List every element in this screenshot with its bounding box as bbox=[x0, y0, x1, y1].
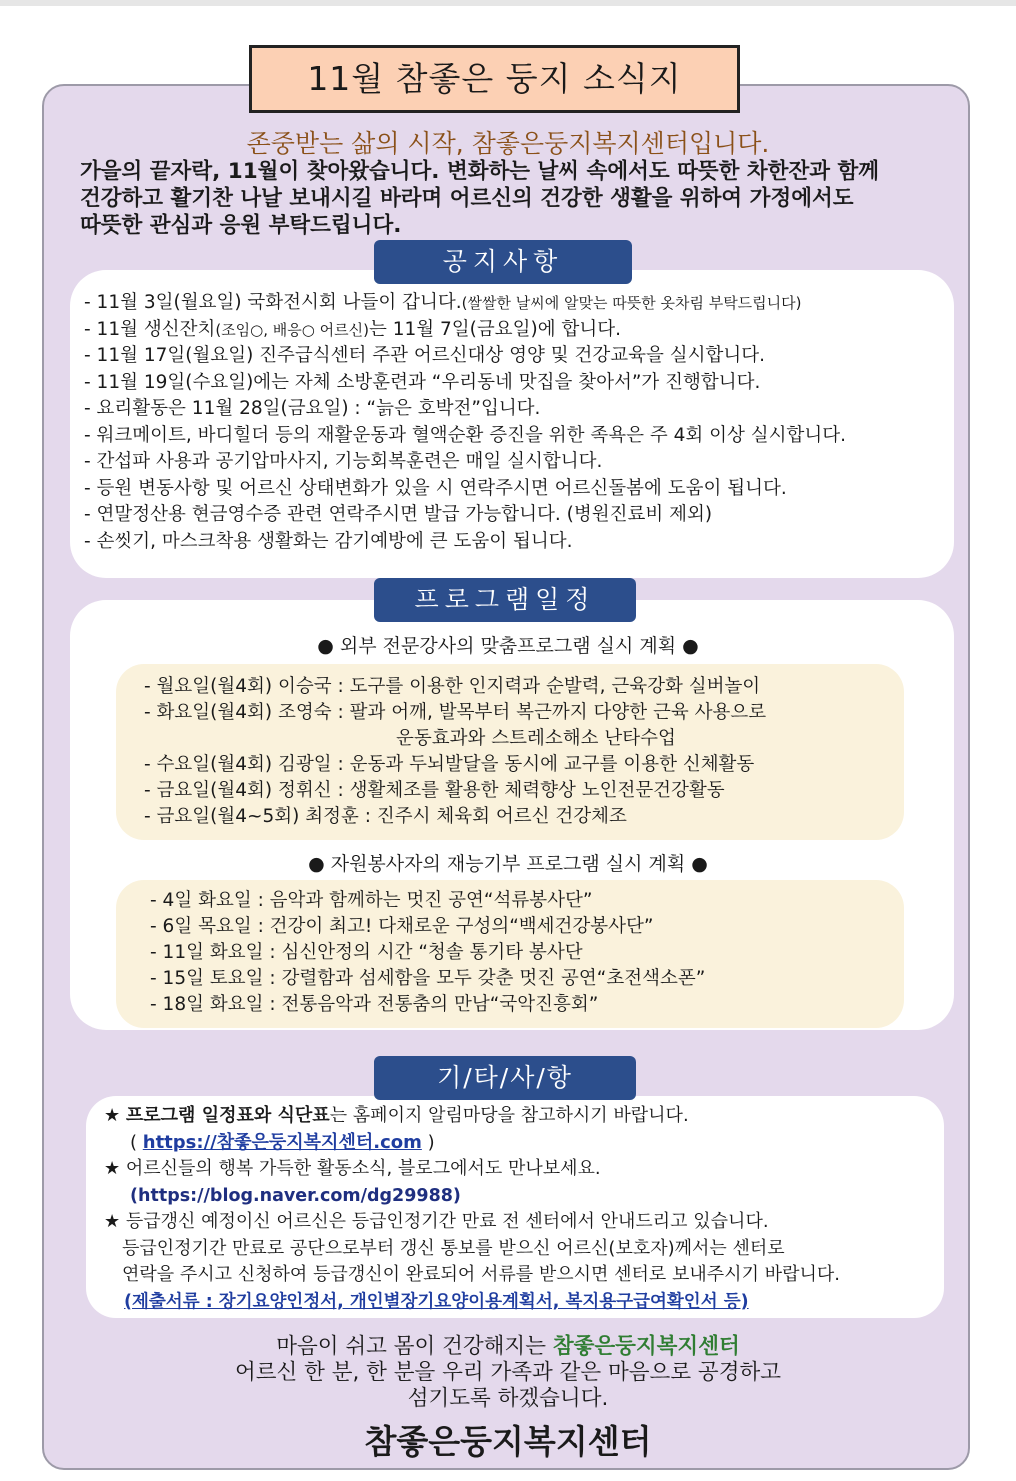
program-item: - 6일 목요일 : 건강이 최고! 다채로운 구성의“백세건강봉사단” bbox=[150, 916, 654, 937]
star-icon: ★ bbox=[104, 1158, 121, 1179]
intro-line: 가을의 끝자락, 11월이 찾아왔습니다. 변화하는 날씨 속에서도 따뜻한 차한잔과 함께 bbox=[80, 159, 880, 184]
newsletter-subtitle: 존중받는 삶의 시작, 참좋은둥지복지센터입니다. bbox=[246, 129, 770, 158]
program-item: - 금요일(월4~5회) 최정훈 : 진주시 체육회 어르신 건강체조 bbox=[144, 806, 627, 827]
notice-item: - 간섭파 사용과 공기압마사지, 기능회복훈련은 매일 실시합니다. bbox=[84, 451, 603, 472]
notice-item-text: 는 11월 7일(금요일)에 합니다. bbox=[368, 318, 621, 340]
intro-line: 따뜻한 관심과 응원 부탁드립니다. bbox=[80, 213, 402, 238]
etc-paren: ( bbox=[130, 1131, 138, 1153]
notice-item: - 연말정산용 현금영수증 관련 연락주시면 발급 가능합니다. (병원진료비 제외) bbox=[84, 504, 713, 525]
top-divider bbox=[0, 0, 1016, 6]
etc-item bbox=[104, 1156, 944, 1183]
notice-item-note: (조임○, 배응○ 어르신) bbox=[215, 320, 369, 339]
closing-line: 섬기도록 하겠습니다. bbox=[407, 1386, 609, 1411]
star-icon: ★ bbox=[104, 1105, 121, 1126]
etc-list bbox=[104, 1103, 944, 1315]
notice-item bbox=[84, 317, 964, 344]
closing-text: 마음이 쉬고 몸이 건강해지는 bbox=[276, 1334, 546, 1359]
volunteer-program-title: ● 자원봉사자의 재능기부 프로그램 실시 계획 ● bbox=[308, 853, 708, 875]
notice-item: - 손씻기, 마스크착용 생활화는 감기예방에 큰 도움이 됩니다. bbox=[84, 530, 573, 552]
notice-item bbox=[84, 290, 964, 317]
external-program-list bbox=[144, 674, 766, 830]
intro-paragraph bbox=[80, 158, 960, 239]
notice-item-note: (쌀쌀한 날씨에 알맞는 따뜻한 옷차림 부탁드립니다) bbox=[461, 294, 802, 312]
notice-item-text: - 11월 3일(월요일) 국화전시회 나들이 갑니다. bbox=[84, 292, 462, 313]
intro-line: 건강하고 활기찬 나날 보내시길 바라며 어르신의 건강한 생활을 위하여 가정에서도 bbox=[80, 186, 854, 211]
homepage-link[interactable]: https://참좋은둥지복지센터.com bbox=[142, 1131, 422, 1153]
center-name-green: 참좋은둥지복지센터 bbox=[552, 1334, 740, 1359]
etc-item-text: 는 홈페이지 알림마당을 참고하시기 바랍니다. bbox=[329, 1105, 689, 1126]
etc-item bbox=[104, 1209, 944, 1236]
etc-item-bold: 프로그램 일정표와 식단표 bbox=[125, 1105, 330, 1126]
volunteer-program-list bbox=[150, 888, 705, 1018]
footer-center-name: 참좋은둥지복지센터 bbox=[364, 1422, 652, 1461]
etc-item bbox=[104, 1130, 944, 1157]
program-item: - 18일 화요일 : 전통음악과 전통춤의 만남“국악진흥회” bbox=[150, 994, 599, 1015]
notice-item: - 등원 변동사항 및 어르신 상태변화가 있을 시 연락주시면 어르신돌봄에 도움이 됩니다. bbox=[84, 477, 787, 499]
etc-item: 연락을 주시고 신청하여 등급갱신이 완료되어 서류를 받으시면 센터로 보내주시기 바랍니다. bbox=[122, 1264, 840, 1285]
etc-item bbox=[104, 1183, 944, 1210]
program-item: 운동효과와 스트레소해소 난타수업 bbox=[396, 728, 676, 749]
program-item: - 4일 화요일 : 음악과 함께하는 멋진 공연“석류봉사단” bbox=[150, 890, 593, 911]
program-item: - 화요일(월4회) 조영숙 : 팔과 어깨, 발목부터 복근까지 다양한 근육 사용으로 bbox=[144, 702, 767, 723]
etc-header: 기/타/사/항 bbox=[374, 1056, 636, 1100]
program-item: - 11일 화요일 : 심신안정의 시간 “청솔 통기타 봉사단 bbox=[150, 942, 583, 963]
etc-item-text: 어르신들의 행복 가득한 활동소식, 블로그에서도 만나보세요. bbox=[125, 1158, 601, 1179]
notice-item: - 11월 19일(수요일)에는 자체 소방훈련과 “우리동네 맛집을 찾아서”가 진행합니다. bbox=[84, 371, 761, 393]
notice-item: - 워크메이트, 바디힐더 등의 재활운동과 혈액순환 증진을 위한 족욕은 주 4회 이상 실시합니다. bbox=[84, 424, 847, 446]
notice-list bbox=[84, 290, 964, 555]
program-item: - 월요일(월4회) 이승국 : 도구를 이용한 인지력과 순발력, 근육강화 실버놀이 bbox=[144, 676, 761, 697]
notice-item: - 요리활동은 11월 28일(금요일) : “늙은 호박전”입니다. bbox=[84, 398, 541, 419]
etc-item bbox=[104, 1289, 944, 1316]
closing-line: 어르신 한 분, 한 분을 우리 가족과 같은 마음으로 공경하고 bbox=[234, 1360, 782, 1385]
etc-paren: ) bbox=[427, 1131, 435, 1153]
etc-item-text: 등급갱신 예정이신 어르신은 등급인정기간 만료 전 센터에서 안내드리고 있습니다. bbox=[125, 1211, 769, 1232]
program-item: - 15일 토요일 : 강렬함과 섬세함을 모두 갖춘 멋진 공연“초전색소폰” bbox=[150, 968, 706, 989]
etc-item: 등급인정기간 만료로 공단으로부터 갱신 통보를 받으신 어르신(보호자)께서는 센터로 bbox=[122, 1237, 785, 1259]
star-icon: ★ bbox=[104, 1211, 121, 1232]
newsletter-title: 11월 참좋은 둥지 소식지 bbox=[249, 45, 740, 113]
program-header: 프로그램일정 bbox=[374, 578, 636, 622]
notice-header: 공지사항 bbox=[374, 240, 632, 284]
notice-item: - 11월 17일(월요일) 진주급식센터 주관 어르신대상 영양 및 건강교육을 실시합니다. bbox=[84, 345, 766, 366]
notice-item-text: - 11월 생신잔치 bbox=[84, 318, 216, 340]
program-item: - 금요일(월4회) 정휘신 : 생활체조를 활용한 체력향상 노인전문건강활동 bbox=[144, 780, 725, 801]
etc-item bbox=[104, 1103, 944, 1130]
blog-link[interactable]: (https://blog.naver.com/dg29988) bbox=[130, 1185, 461, 1206]
program-item: - 수요일(월4회) 김광일 : 운동과 두뇌발달을 동시에 교구를 이용한 신체활동 bbox=[144, 754, 755, 775]
documents-note: (제출서류 : 장기요양인정서, 개인별장기요양이용계획서, 복지용구급여확인서 등) bbox=[124, 1291, 749, 1312]
external-program-title: ● 외부 전문강사의 맞춤프로그램 실시 계획 ● bbox=[317, 635, 699, 657]
